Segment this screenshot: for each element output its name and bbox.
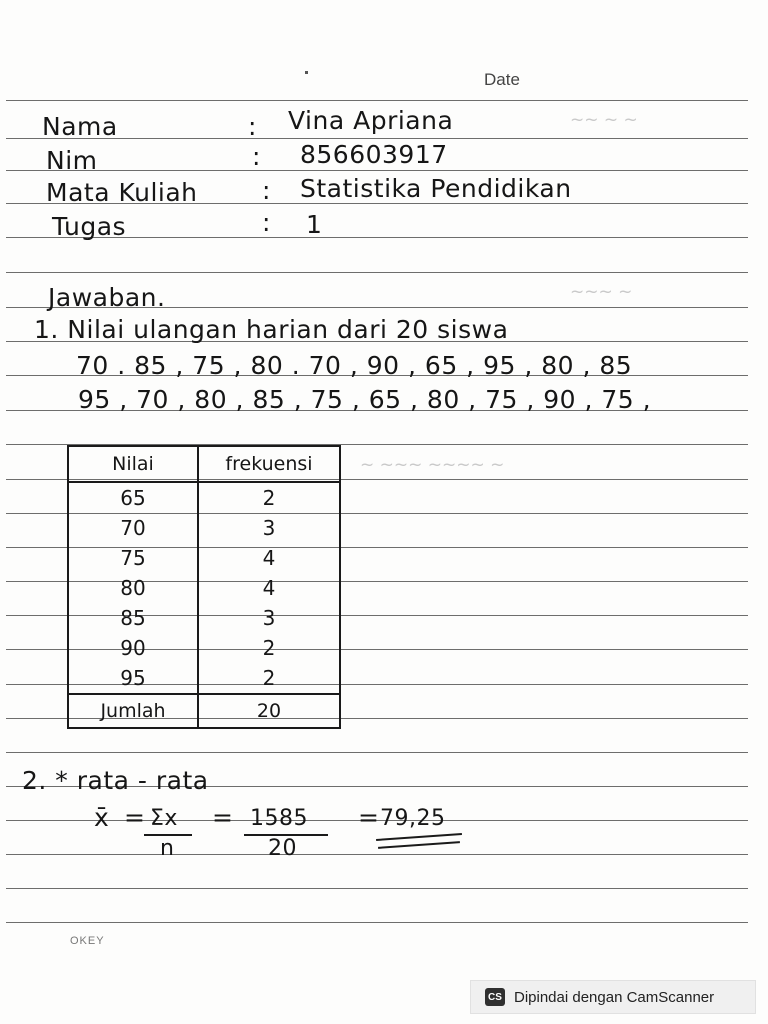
nilai-cell: 90 [68, 633, 198, 663]
bleed-through-mark: ~ ~~~ ~~~~ ~ [360, 455, 505, 475]
info-sep-nim: : [252, 142, 261, 171]
table-row [68, 603, 340, 633]
equals-sign: = [212, 803, 234, 832]
ruled-line [6, 752, 748, 753]
table-row [68, 663, 340, 694]
header-nilai: Nilai [68, 446, 198, 482]
info-value-nama: Vina Apriana [288, 106, 454, 135]
info-label-mata-kuliah: Mata Kuliah [46, 178, 198, 207]
table-header-row [68, 446, 340, 482]
result-underline [378, 841, 460, 849]
top-mark [305, 71, 308, 74]
nilai-cell: 80 [68, 573, 198, 603]
nilai-cell: 75 [68, 543, 198, 573]
mean-result: 79,25 [380, 806, 446, 831]
value-denominator: 20 [268, 836, 297, 861]
header-frekuensi: frekuensi [198, 446, 340, 482]
frekuensi-cell: 3 [198, 513, 340, 543]
total-label: Jumlah [68, 694, 198, 728]
info-label-nama: Nama [42, 112, 118, 141]
equals-sign: = [124, 803, 146, 832]
paper-brand-mark: OKEY [70, 935, 105, 947]
camscanner-logo-icon: CS [485, 988, 505, 1006]
table-row [68, 543, 340, 573]
nilai-cell: 85 [68, 603, 198, 633]
frekuensi-cell: 4 [198, 573, 340, 603]
info-label-nim: Nim [46, 146, 98, 175]
total-value: 20 [198, 694, 340, 728]
frekuensi-cell: 3 [198, 603, 340, 633]
question-1-text: 1. Nilai ulangan harian dari 20 siswa [34, 315, 509, 344]
info-label-tugas: Tugas [52, 212, 127, 241]
question-2-heading: 2. * rata - rata [22, 766, 209, 795]
camscanner-text: Dipindai dengan CamScanner [514, 988, 715, 1006]
table-row [68, 513, 340, 543]
table-row [68, 633, 340, 663]
value-numerator: 1585 [250, 806, 308, 831]
formula-denominator: n [160, 836, 175, 861]
ruled-line [6, 854, 748, 855]
frekuensi-cell: 4 [198, 543, 340, 573]
date-label: Date [484, 70, 520, 89]
info-value-mata-kuliah: Statistika Pendidikan [300, 174, 572, 203]
frequency-table [67, 445, 341, 729]
answer-heading: Jawaban. [48, 283, 166, 312]
mean-symbol: x̄ [94, 803, 110, 832]
bleed-through-mark: ~~ ~ ~ [570, 110, 638, 130]
table-row [68, 482, 340, 513]
info-sep-tugas: : [262, 208, 271, 237]
camscanner-watermark [470, 980, 756, 1014]
frekuensi-cell: 2 [198, 482, 340, 513]
ruled-line [6, 272, 748, 273]
nilai-cell: 70 [68, 513, 198, 543]
ruled-line [6, 922, 748, 923]
info-sep-nama: : [248, 112, 257, 141]
ruled-line [6, 888, 748, 889]
equals-sign: = [358, 803, 380, 832]
data-line-2: 95 , 70 , 80 , 85 , 75 , 65 , 80 , 75 , 90 , 75 , [78, 385, 652, 414]
ruled-line [6, 100, 748, 101]
info-value-tugas: 1 [306, 210, 323, 239]
data-line-1: 70 . 85 , 75 , 80 . 70 , 90 , 65 , 95 , 80 , 85 [76, 351, 633, 380]
bleed-through-mark: ~~~ ~ [570, 282, 633, 302]
formula-numerator: Σx [150, 806, 178, 831]
frekuensi-cell: 2 [198, 663, 340, 694]
nilai-cell: 65 [68, 482, 198, 513]
nilai-cell: 95 [68, 663, 198, 694]
result-underline [376, 833, 462, 841]
table-row [68, 573, 340, 603]
table-total-row [68, 694, 340, 728]
info-sep-mata-kuliah: : [262, 176, 271, 205]
info-value-nim: 856603917 [300, 140, 448, 169]
ruled-line [6, 170, 748, 171]
frekuensi-cell: 2 [198, 633, 340, 663]
